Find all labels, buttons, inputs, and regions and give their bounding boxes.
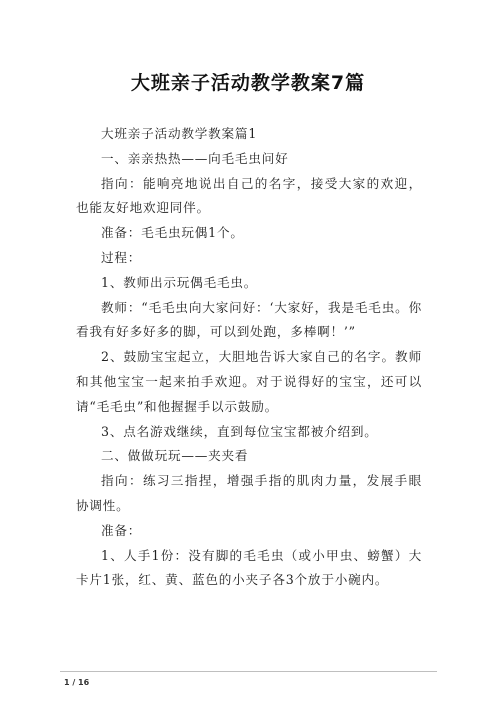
footer-divider	[60, 671, 437, 672]
paragraph-step-3: 3、点名游戏继续，直到每位宝宝都被介绍到。	[101, 423, 378, 439]
paragraph-step-1: 1、教师出示玩偶毛毛虫。	[101, 274, 258, 290]
activity-heading: 二、做做玩玩——夹夹看	[101, 448, 249, 464]
section-heading: 大班亲子活动教学教案篇1	[101, 126, 258, 141]
paragraph-step-2: 2、鼓励宝宝起立，大胆地告诉大家自己的名字。教师和其他宝宝一起来拍手欢迎。对于说得好的宝宝，还可以请“毛毛虫”和他握握手以示鼓励。	[76, 349, 422, 414]
paragraph-teacher-dialogue: 教师：“毛毛虫向大家问好：‘大家好，我是毛毛虫。你看我有好多好多的脚，可以到处跑，多棒啊！’”	[76, 299, 422, 340]
paragraph-objective: 指向：能响亮地说出自己的名字，接受大家的欢迎，也能友好地欢迎同伴。	[76, 175, 422, 216]
paragraph-materials-label: 准备：	[101, 522, 142, 538]
paragraph-process-label: 过程：	[101, 249, 142, 265]
document-title: 大班亲子活动教学教案7篇	[130, 72, 366, 94]
paragraph-objective: 指向：练习三指捏，增强手指的肌肉力量，发展手眼协调性。	[76, 473, 422, 513]
activity-heading: 一、亲亲热热——向毛毛虫问好	[101, 150, 289, 166]
document-body	[76, 122, 422, 593]
page-indicator: 1 / 16	[64, 678, 90, 687]
paragraph-materials-item-1: 1、人手1份：没有脚的毛毛虫（或小甲虫、螃蟹）大卡片1张，红、黄、蓝色的小夹子各3个放于小碗内。	[76, 547, 422, 588]
paragraph-materials: 准备：毛毛虫玩偶1个。	[101, 225, 244, 241]
